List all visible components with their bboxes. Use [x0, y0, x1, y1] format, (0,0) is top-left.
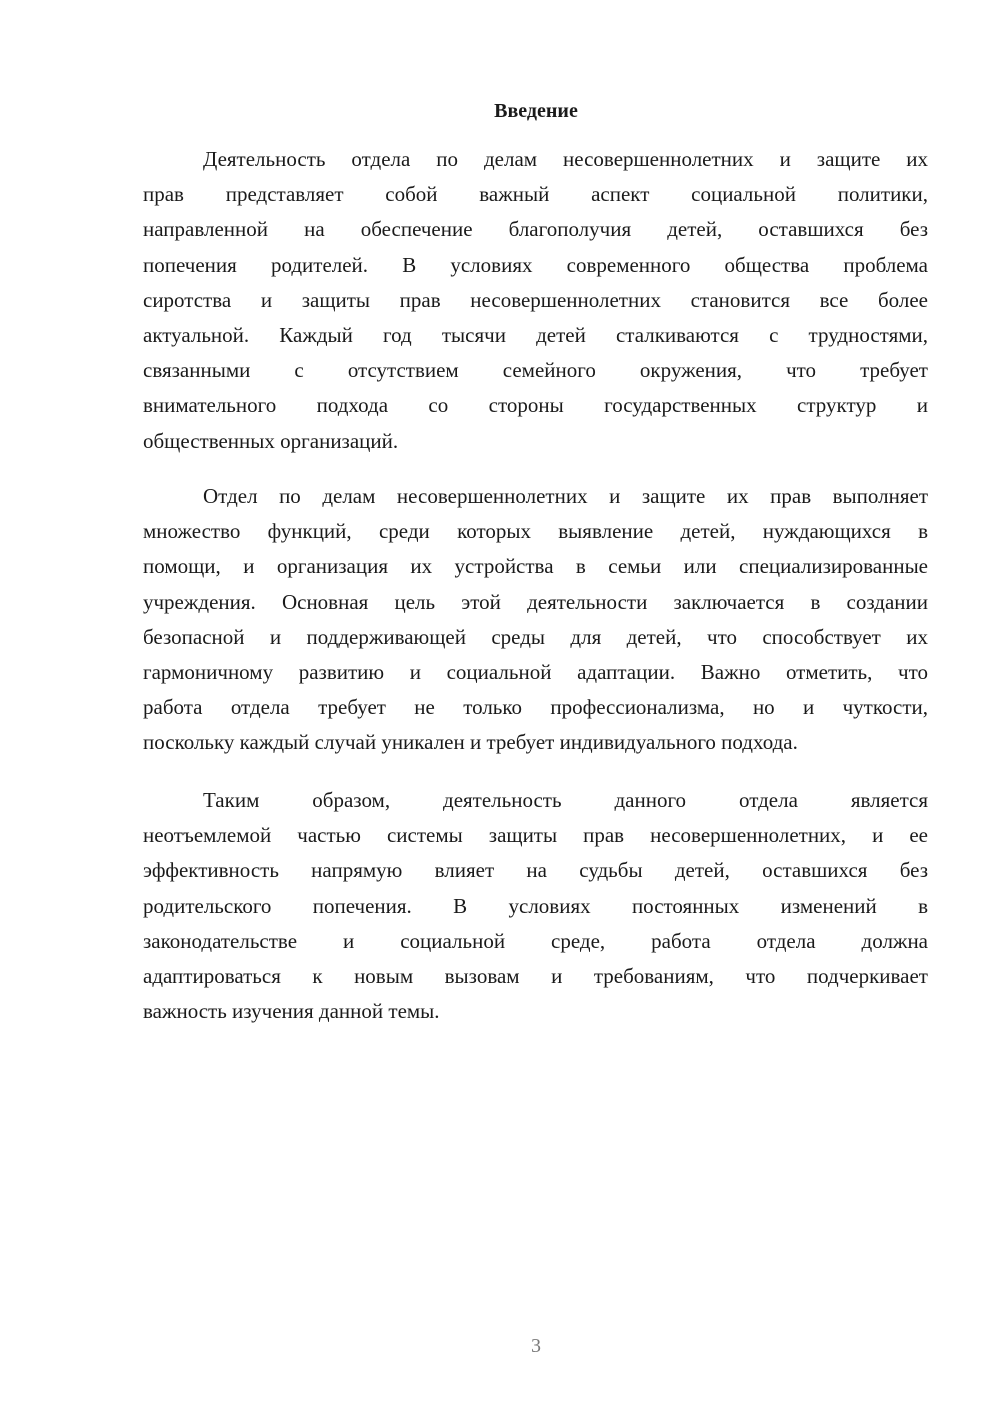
text-line: попечения родителей. В условиях современного общества проблема [143, 252, 928, 277]
text-line: безопасной и поддерживающей среды для детей, что способствует их [143, 624, 928, 649]
text-line: учреждения. Основная цель этой деятельности заключается в создании [143, 589, 928, 614]
text-line: Таким образом, деятельность данного отдела является [203, 788, 928, 812]
paragraph-2 [143, 479, 928, 761]
text-line: неотъемлемой частью системы защиты прав несовершеннолетних, и ее [143, 823, 928, 848]
text-line: Отдел по делам несовершеннолетних и защите их прав выполняет [203, 484, 928, 508]
page-number: 3 [531, 1335, 541, 1357]
text-line: направленной на обеспечение благополучия детей, оставшихся без [143, 217, 928, 242]
text-line: важность изучения данной темы. [143, 999, 440, 1024]
text-line: гармоничному развитию и социальной адаптации. Важно отметить, что [143, 659, 928, 684]
paragraph-1 [143, 142, 928, 459]
text-line: общественных организаций. [143, 428, 399, 453]
text-line: законодательстве и социальной среде, работа отдела должна [143, 928, 928, 953]
text-line: сиротства и защиты прав несовершеннолетних становится все более [143, 287, 928, 312]
text-line: актуальной. Каждый год тысячи детей сталкиваются с трудностями, [143, 322, 928, 347]
text-line: поскольку каждый случай уникален и требует индивидуального подхода. [143, 730, 798, 755]
text-line: связанными с отсутствием семейного окружения, что требует [143, 358, 928, 383]
text-line: работа отдела требует не только профессионализма, но и чуткости, [143, 695, 928, 720]
text-line: внимательного подхода со стороны государственных структур и [143, 393, 928, 418]
section-title: Введение [494, 100, 578, 122]
text-line: эффективность напрямую влияет на судьбы детей, оставшихся без [143, 858, 928, 883]
text-line: Деятельность отдела по делам несовершеннолетних и защите их [203, 147, 928, 171]
text-line: адаптироваться к новым вызовам и требованиям, что подчеркивает [143, 963, 928, 988]
text-line: множество функций, среди которых выявление детей, нуждающихся в [143, 519, 928, 544]
text-line: помощи, и организация их устройства в семьи или специализированные [143, 554, 928, 579]
text-line: родительского попечения. В условиях постоянных изменений в [143, 893, 928, 918]
paragraph-3 [143, 783, 928, 1029]
text-line: прав представляет собой важный аспект социальной политики, [143, 182, 928, 207]
